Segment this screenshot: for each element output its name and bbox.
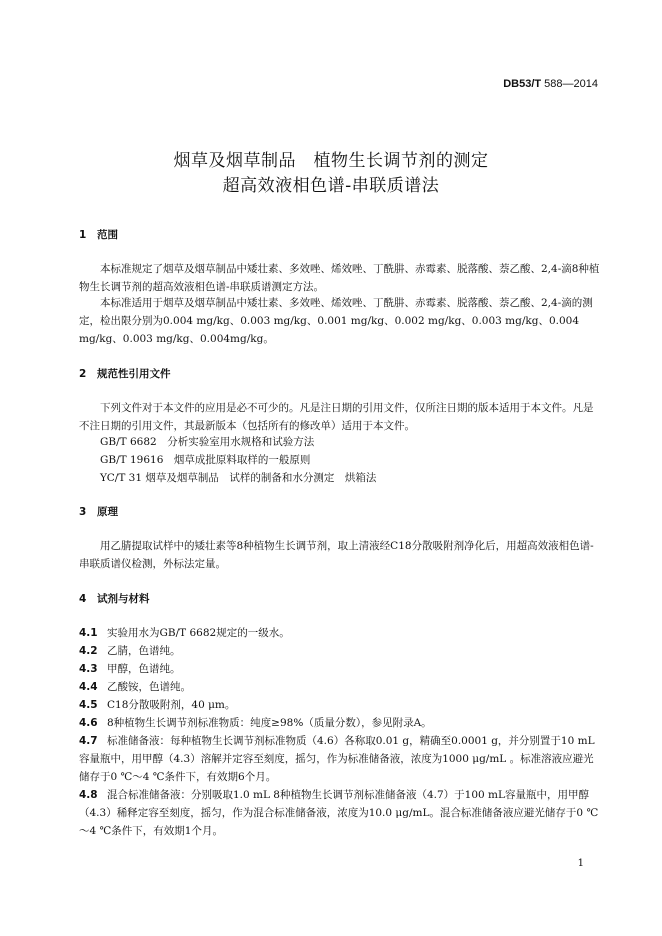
clause-4-7: [79, 732, 601, 786]
section-title: 原理: [97, 506, 118, 518]
clause-4-1: [79, 624, 601, 642]
clause-number: 4.3: [79, 663, 98, 675]
document-title-line-2: 超高效液相色谱-串联质谱法: [222, 176, 440, 196]
section-4-heading: [79, 591, 150, 606]
clause-text: C18分散吸附剂，40 μm。: [107, 699, 236, 711]
standard-code-prefix: DB53/T: [503, 78, 542, 90]
clause-4-3: [79, 660, 601, 678]
clause-number: 4.7: [79, 735, 98, 747]
clause-4-5: [79, 696, 601, 714]
reference-item: YC/T 31 烟草及烟草制品 试样的制备和水分测定 烘箱法: [100, 472, 377, 484]
section-3-paragraph-1: 用乙腈提取试样中的矮壮素等8种植物生长调节剂，取上清液经C18分散吸附剂净化后，用超高效液相色谱-串联质谱仪检测，外标法定量。: [79, 540, 594, 570]
clause-number: 4.5: [79, 699, 98, 711]
clause-4-4: [79, 678, 601, 696]
section-title: 试剂与材料: [97, 593, 150, 605]
section-number: 1: [79, 229, 87, 241]
clause-number: 4.4: [79, 681, 98, 693]
clause-4-2: [79, 642, 601, 660]
document-title-line-1: 烟草及烟草制品 植物生长调节剂的测定: [173, 151, 489, 171]
clause-text: 乙腈，色谱纯。: [107, 645, 181, 657]
section-1-heading: [79, 227, 118, 242]
section-2-paragraph-1: 下列文件对于本文件的应用是必不可少的。凡是注日期的引用文件，仅所注日期的版本适用于本文件。凡是不注日期的引用文件，其最新版本（包括所有的修改单）适用于本文件。: [79, 402, 594, 432]
section-number: 4: [79, 593, 87, 605]
clause-number: 4.6: [79, 717, 98, 729]
clause-text: 实验用水为GB/T 6682规定的一级水。: [107, 627, 290, 639]
standard-code: [503, 78, 598, 90]
reference-item: GB/T 6682 分析实验室用水规格和试验方法: [100, 436, 315, 448]
section-number: 2: [79, 368, 87, 380]
section-1-paragraph-1: 本标准规定了烟草及烟草制品中矮壮素、多效唑、烯效唑、丁酰肼、赤霉素、脱落酸、萘乙酸、2,4-滴8种植物生长调节剂的超高效液相色谱-串联质谱测定方法。: [79, 263, 600, 293]
clause-number: 4.2: [79, 645, 98, 657]
section-1-paragraph-2: 本标准适用于烟草及烟草制品中矮壮素、多效唑、烯效唑、丁酰肼、赤霉素、脱落酸、萘乙酸、2,4-滴的测定，检出限分别为0.004 mg/kg、0.003 mg/kg、0.001 mg/kg、0.002 mg/kg、0.003 mg/kg、0.004 mg/kg、0.003 mg/kg、0.004mg/kg。: [79, 297, 593, 345]
clause-text: 8种植物生长调节剂标准物质：纯度≥98%（质量分数），参见附录A。: [107, 717, 432, 729]
clause-number: 4.1: [79, 627, 98, 639]
clause-text: 乙酸铵，色谱纯。: [107, 681, 191, 693]
clause-text: 标准储备液：每种植物生长调节剂标准物质（4.6）各称取0.01 g，精确至0.0001 g，并分别置于10 mL容量瓶中，用甲醇（4.3）溶解并定容至刻度，摇匀，作为标准储备液，浓度为1000 μg/mL 。标准溶液应避光储存于0 ℃～4 ℃条件下，有效期6个月。: [79, 735, 595, 783]
clause-number: 4.8: [79, 789, 98, 801]
clause-4-6: [79, 714, 601, 732]
standard-code-number: 588—2014: [541, 78, 598, 90]
section-number: 3: [79, 506, 87, 518]
section-2-heading: [79, 366, 171, 381]
reference-item: GB/T 19616 烟草成批原料取样的一般原则: [100, 454, 311, 466]
section-title: 范围: [97, 229, 118, 241]
section-title: 规范性引用文件: [97, 368, 171, 380]
page-number: 1: [577, 858, 584, 869]
clause-4-8: [79, 786, 601, 840]
clause-text: 混合标准储备液：分别吸取1.0 mL 8种植物生长调节剂标准储备液（4.7）于100 mL容量瓶中，用甲醇（4.3）稀释定容至刻度，摇匀，作为混合标准储备液，浓度为10.0 μg/mL。混合标准储备液应避光储存于0 ℃～4 ℃条件下，有效期1个月。: [79, 789, 599, 837]
section-3-heading: [79, 504, 118, 519]
clause-text: 甲醇，色谱纯。: [107, 663, 181, 675]
